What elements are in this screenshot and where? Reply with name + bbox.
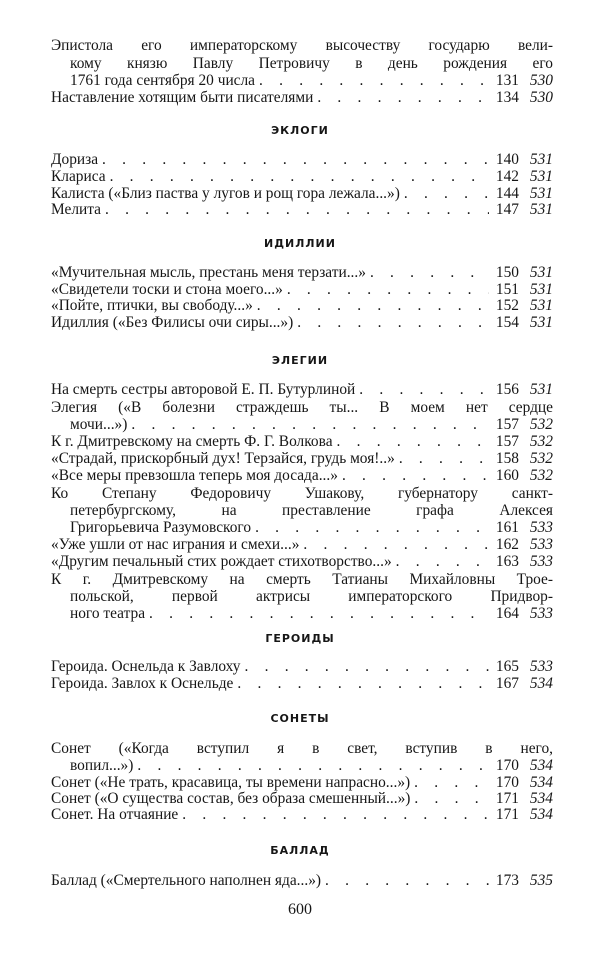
dot-leader — [338, 466, 489, 486]
toc-entry-text-line: польской, первой актрисы императорского Придвор- — [70, 588, 553, 605]
toc-entry-title: «Все меры превзошла теперь моя досада...» — [51, 467, 338, 484]
page-number: 160 — [495, 467, 519, 484]
page-number: 170 — [495, 757, 519, 774]
note-page-number: 531 — [529, 314, 553, 331]
toc-entry-text-line: Ко Степану Федоровичу Ушакову, губернатору санкт- — [51, 485, 553, 502]
toc-entry — [51, 871, 553, 891]
toc-entry-title: Героида. Завлох к Оснельде — [51, 675, 234, 692]
toc-entry-title: К г. Дмитревскому на смерть Ф. Г. Волкова — [51, 433, 333, 450]
page-number: 131 — [495, 72, 519, 89]
page-number: 157 — [495, 416, 519, 433]
page-number: 142 — [495, 168, 519, 185]
page-number: 150 — [495, 264, 519, 281]
note-page-number: 531 — [529, 264, 553, 281]
toc-entry-title: «Пойте, птички, вы свободу...» — [51, 297, 253, 314]
toc-entry-title: Дориза — [51, 151, 99, 168]
dot-leader — [355, 380, 489, 400]
dot-leader — [313, 88, 489, 108]
toc-entry-title: «Страдай, прискорбный дух! Терзайся, грудь моя!..» — [51, 450, 395, 467]
page-number: 167 — [495, 675, 519, 692]
section-heading-heroides: ГЕРОИДЫ — [265, 632, 335, 645]
toc-entry — [51, 805, 553, 825]
note-page-number: 531 — [529, 281, 553, 298]
note-page-number: 534 — [529, 790, 553, 807]
dot-leader — [101, 200, 489, 220]
toc-entry-title: Идиллия («Без Филисы очи сиры...») — [51, 314, 294, 331]
toc-entry-title: «Мучительная мысль, престань меня терзати...» — [51, 264, 366, 281]
toc-entry-text-line: К г. Дмитревскому на смерть Татианы Михайловны Трое- — [51, 571, 553, 588]
page-number: 140 — [495, 151, 519, 168]
toc-entry-title: 1761 года сентября 20 числа — [70, 72, 256, 89]
page-number: 134 — [495, 89, 519, 106]
toc-entry-title: Мелита — [51, 201, 101, 218]
toc-entry — [70, 604, 553, 624]
toc-entry-title: «Другим печальный стих рождает стихотворство...» — [51, 553, 392, 570]
note-page-number: 531 — [529, 381, 553, 398]
page-number: 164 — [495, 605, 519, 622]
page-number: 154 — [495, 314, 519, 331]
note-page-number: 533 — [529, 658, 553, 675]
toc-entry-text-line: Элегия («В болезни страждешь ты... В моем нет сердце — [51, 399, 553, 416]
page-number: 161 — [495, 519, 519, 536]
toc-entry-title: вопил...») — [70, 757, 134, 774]
dot-leader — [233, 674, 489, 694]
page-number: 173 — [495, 872, 519, 889]
toc-entry — [51, 313, 553, 333]
toc-entry — [51, 466, 553, 486]
note-page-number: 531 — [529, 185, 553, 202]
dot-leader — [392, 552, 489, 572]
note-page-number: 533 — [529, 553, 553, 570]
toc-entry — [51, 674, 553, 694]
section-heading-sonnets: СОНЕТЫ — [270, 712, 330, 725]
note-page-number: 531 — [529, 151, 553, 168]
page-number: 152 — [495, 297, 519, 314]
toc-entry-text-line: Эпистола его императорскому высочеству государю вели- — [51, 37, 553, 54]
page-number: 158 — [495, 450, 519, 467]
dot-leader — [321, 871, 489, 891]
toc-entry-text-line: Сонет («Когда вступил я в свет, вступив в него, — [51, 740, 553, 757]
toc-entry-title: Сонет («О существа состав, без образа смешенный...») — [51, 790, 411, 807]
toc-entry — [51, 380, 553, 400]
note-page-number: 533 — [529, 519, 553, 536]
note-page-number: 534 — [529, 675, 553, 692]
note-page-number: 531 — [529, 168, 553, 185]
note-page-number: 532 — [529, 416, 553, 433]
toc-entry-title: На смерть сестры авторовой Е. П. Бутурлиной — [51, 381, 356, 398]
note-page-number: 532 — [529, 467, 553, 484]
page-number: 157 — [495, 433, 519, 450]
page-number: 170 — [495, 774, 519, 791]
dot-leader — [145, 604, 489, 624]
toc-entry-title: ного театра — [70, 605, 146, 622]
dot-leader — [178, 805, 489, 825]
note-page-number: 531 — [529, 297, 553, 314]
toc-entry-title: Наставление хотящим быти писателями — [51, 89, 314, 106]
note-page-number: 532 — [529, 450, 553, 467]
page-number: 162 — [495, 536, 519, 553]
note-page-number: 534 — [529, 757, 553, 774]
toc-entry-title: Сонет («Не трать, красавица, ты времени напрасно...») — [51, 774, 411, 791]
note-page-number: 531 — [529, 201, 553, 218]
toc-entry-title: Григорьевича Разумовского — [70, 519, 252, 536]
toc-entry-title: мочи...») — [70, 416, 128, 433]
toc-entry-title: «Уже ушли от нас играния и смехи...» — [51, 536, 300, 553]
note-page-number: 530 — [529, 72, 553, 89]
note-page-number: 532 — [529, 433, 553, 450]
section-heading-idylls: ИДИЛЛИИ — [264, 237, 336, 250]
toc-entry — [51, 552, 553, 572]
page-number: 144 — [495, 185, 519, 202]
note-page-number: 533 — [529, 536, 553, 553]
page-number: 165 — [495, 658, 519, 675]
note-page-number: 535 — [529, 872, 553, 889]
page-number: 171 — [495, 790, 519, 807]
toc-entry-text-line: петербургскому, на преставление графа Алексея — [70, 502, 553, 519]
dot-leader — [293, 313, 489, 333]
note-page-number: 534 — [529, 806, 553, 823]
section-heading-eclogues: ЭКЛОГИ — [271, 124, 329, 137]
toc-entry-text-line: кому князю Павлу Петровичу в день рождения его — [70, 55, 553, 72]
page-number: 151 — [495, 281, 519, 298]
toc-entry-title: Калиста («Близ паства у лугов и рощ гора лежала...») — [51, 185, 400, 202]
section-heading-ballad: БАЛЛАД — [270, 844, 330, 857]
note-page-number: 534 — [529, 774, 553, 791]
page-number: 171 — [495, 806, 519, 823]
page-folio-number: 600 — [288, 901, 312, 918]
toc-entry-title: Баллад («Смертельного наполнен яда...») — [51, 872, 322, 889]
toc-entry-title: Клариса — [51, 168, 106, 185]
note-page-number: 530 — [529, 89, 553, 106]
toc-entry-title: Героида. Оснельда к Завлоху — [51, 658, 241, 675]
page-number: 156 — [495, 381, 519, 398]
section-heading-elegies: ЭЛЕГИИ — [271, 354, 329, 367]
toc-entry-title: «Свидетели тоски и стона моего...» — [51, 281, 283, 298]
toc-entry — [51, 200, 553, 220]
page-number: 163 — [495, 553, 519, 570]
toc-entry-title: Сонет. На отчаяние — [51, 806, 179, 823]
note-page-number: 533 — [529, 605, 553, 622]
toc-entry — [51, 88, 553, 108]
page-number: 147 — [495, 201, 519, 218]
